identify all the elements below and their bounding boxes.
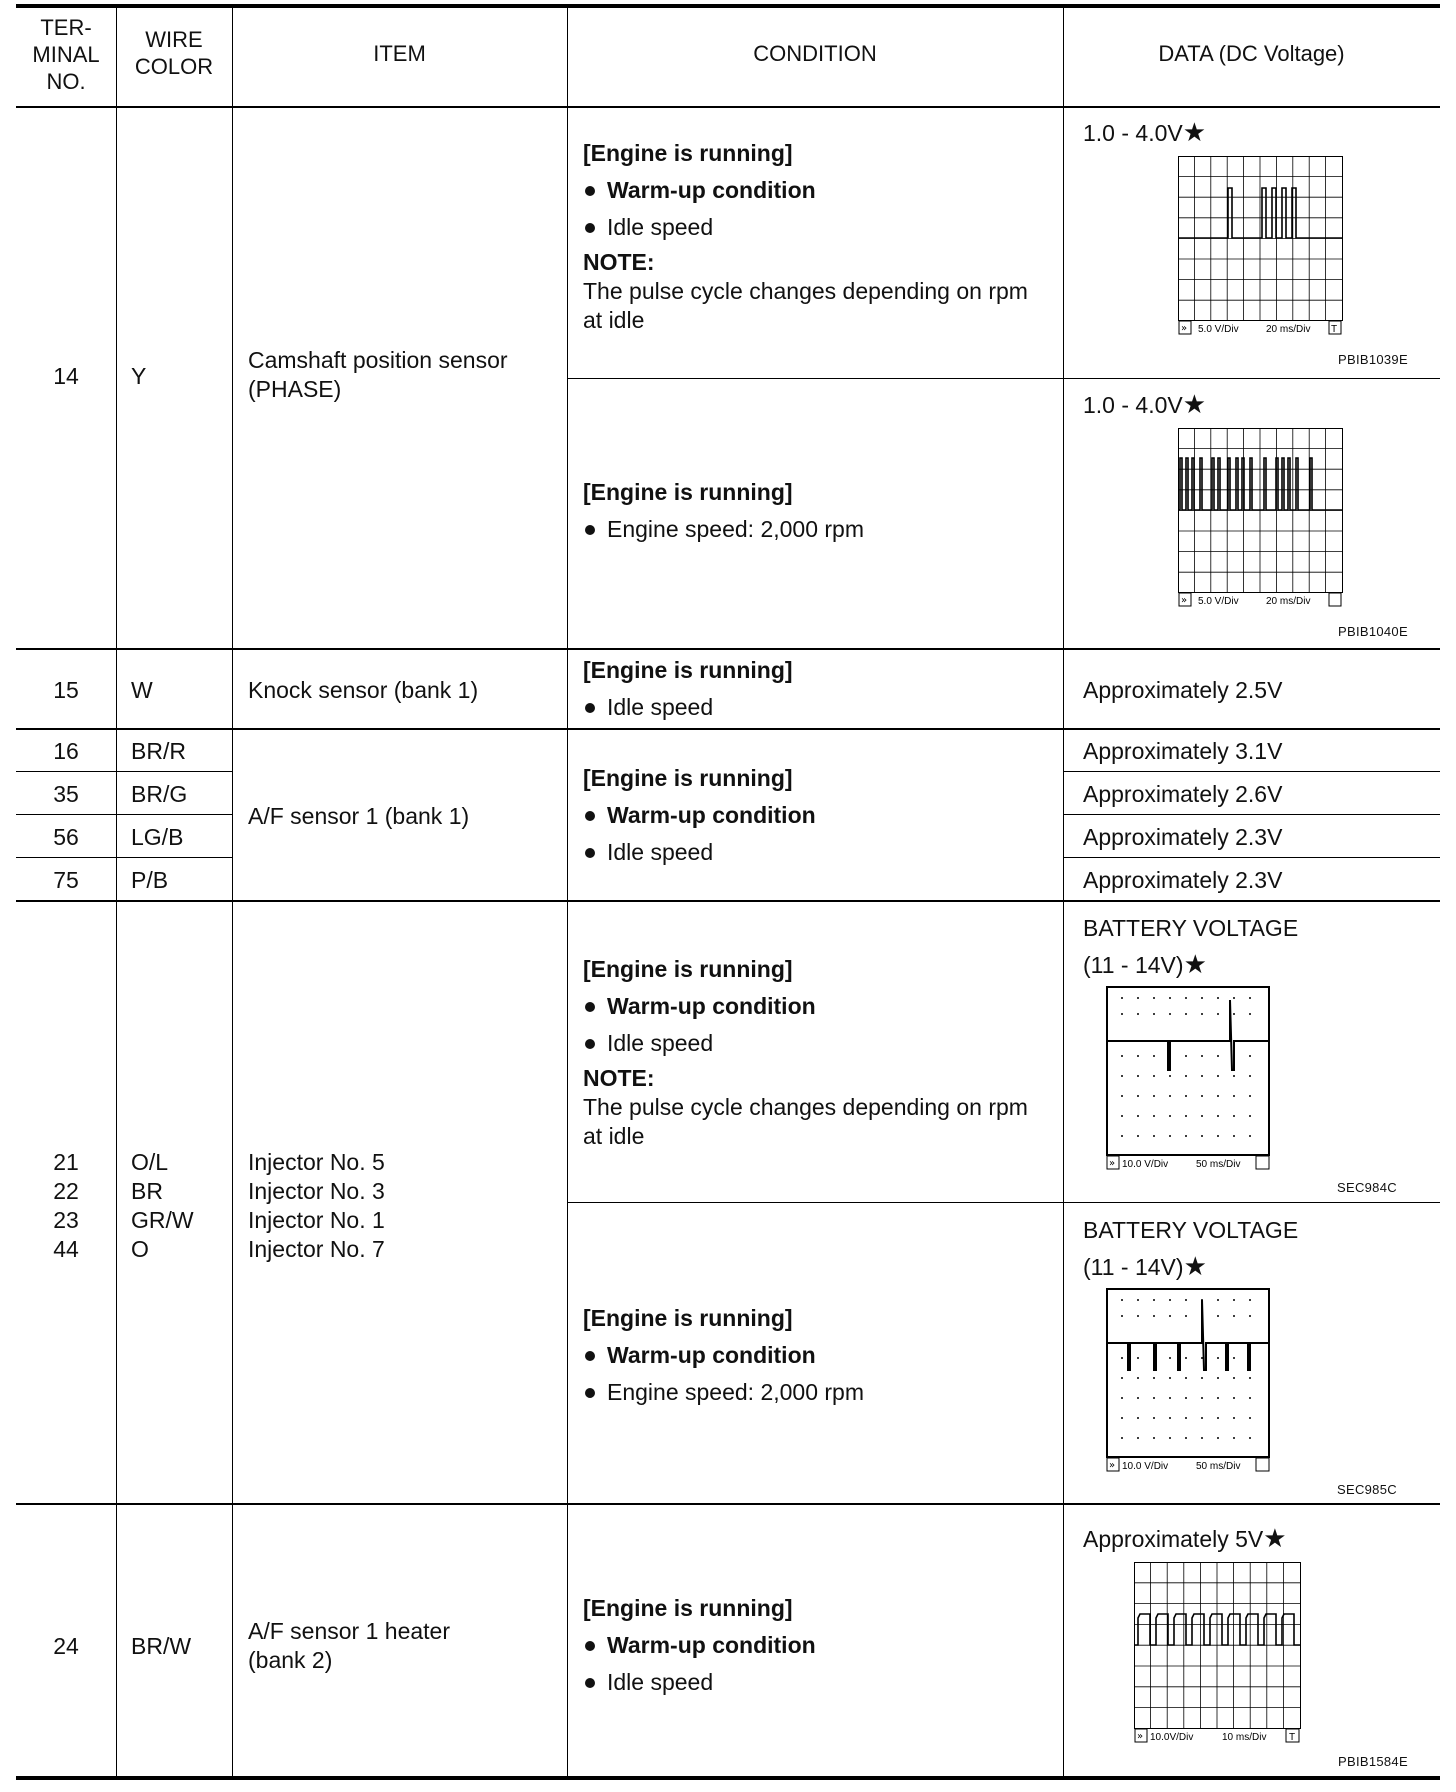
condition-cell xyxy=(583,764,1053,867)
scope-label: 20 ms/Div xyxy=(1266,596,1311,607)
scope-label: 50 ms/Div xyxy=(1196,1461,1241,1472)
header-text: NO. xyxy=(46,69,86,94)
condition-bullet: Warm-up condition xyxy=(583,1341,1053,1370)
rule xyxy=(16,1503,1440,1505)
header-data: DATA (DC Voltage) xyxy=(1158,41,1345,66)
terminal-number: 14 xyxy=(53,363,79,389)
star-icon: ★ xyxy=(1263,1523,1287,1553)
wire-color: Y xyxy=(131,363,147,389)
terminal-number: 16 xyxy=(53,738,79,764)
condition-bullet: Engine speed: 2,000 rpm xyxy=(583,515,1053,544)
wire-color: O xyxy=(131,1236,149,1262)
item-text: (PHASE) xyxy=(248,376,342,402)
figure-code: PBIB1584E xyxy=(1338,1754,1408,1769)
data-text: BATTERY VOLTAGE xyxy=(1083,1217,1299,1243)
data-value xyxy=(1083,910,1298,983)
condition-bullet: Idle speed xyxy=(583,693,1053,722)
table-bottom-rule xyxy=(16,1776,1440,1780)
rule xyxy=(567,1202,1440,1203)
wire-color: BR/W xyxy=(131,1633,192,1659)
star-icon: ★ xyxy=(1183,949,1207,979)
rule xyxy=(16,771,232,772)
svg-text:T: T xyxy=(1331,324,1338,335)
column-rule xyxy=(116,6,117,1777)
data-value: Approximately 3.1V xyxy=(1083,738,1283,764)
column-rule xyxy=(567,6,568,1777)
condition-bullet: Idle speed xyxy=(583,1668,1053,1697)
condition-bullet: Warm-up condition xyxy=(583,801,1053,830)
wire-color: O/L xyxy=(131,1149,169,1175)
scope-label: 10 ms/Div xyxy=(1222,1732,1267,1743)
header-condition: CONDITION xyxy=(753,41,877,66)
header-terminal xyxy=(16,14,116,95)
condition-bullet: Warm-up condition xyxy=(583,1631,1053,1660)
data-value: Approximately 2.5V xyxy=(1083,677,1283,703)
rule xyxy=(16,728,1440,730)
data-value xyxy=(1083,1212,1298,1285)
condition-bullet: Warm-up condition xyxy=(583,176,1053,205)
header-text: WIRE xyxy=(145,27,203,52)
header-text: COLOR xyxy=(134,54,214,79)
terminal-number: 56 xyxy=(53,824,79,850)
scope-label: 5.0 V/Div xyxy=(1198,596,1239,607)
condition-heading: [Engine is running] xyxy=(583,1305,793,1331)
fast-forward-icon: » xyxy=(1109,1460,1116,1471)
header-rule xyxy=(16,106,1440,108)
item-text: Injector No. 7 xyxy=(248,1236,385,1262)
table-top-rule xyxy=(16,4,1440,8)
condition-heading: [Engine is running] xyxy=(583,479,793,505)
note-text: at idle xyxy=(583,307,645,333)
header-text: TER- xyxy=(40,15,92,40)
condition-cell xyxy=(583,955,1053,1151)
condition-heading: [Engine is running] xyxy=(583,765,793,791)
condition-heading: [Engine is running] xyxy=(583,1595,793,1621)
rule xyxy=(16,814,232,815)
fast-forward-icon: » xyxy=(1181,595,1188,606)
wire-color: BR/R xyxy=(131,738,186,764)
figure-code: SEC985C xyxy=(1337,1482,1397,1497)
terminal-list xyxy=(16,1148,116,1264)
terminal-number: 44 xyxy=(53,1236,79,1262)
terminal-number: 75 xyxy=(53,867,79,893)
condition-cell xyxy=(583,1594,1053,1697)
data-text: (11 - 14V) xyxy=(1083,1254,1184,1280)
wire-color: GR/W xyxy=(131,1207,194,1233)
data-value: Approximately 2.3V xyxy=(1083,867,1283,893)
rule xyxy=(16,857,232,858)
data-value: Approximately 2.3V xyxy=(1083,824,1283,850)
data-text: (11 - 14V) xyxy=(1083,952,1184,978)
note-label: NOTE: xyxy=(583,249,655,275)
item-text: Injector No. 5 xyxy=(248,1149,385,1175)
figure-code: SEC984C xyxy=(1337,1180,1397,1195)
note-text: The pulse cycle changes depending on rpm xyxy=(583,1094,1028,1120)
scope-label: 50 ms/Div xyxy=(1196,1159,1241,1170)
condition-cell xyxy=(583,656,1053,722)
fast-forward-icon: » xyxy=(1181,323,1188,334)
wire-color: BR xyxy=(131,1178,163,1204)
condition-heading: [Engine is running] xyxy=(583,657,793,683)
item-cell xyxy=(248,346,558,404)
item-text: Knock sensor (bank 1) xyxy=(248,677,479,703)
condition-bullet: Idle speed xyxy=(583,838,1053,867)
scope-label: 10.0V/Div xyxy=(1150,1732,1194,1743)
rule xyxy=(1063,771,1440,772)
terminal-number: 15 xyxy=(53,677,79,703)
header-wire-color xyxy=(116,26,232,80)
note-text: at idle xyxy=(583,1123,645,1149)
rule xyxy=(16,900,1440,902)
item-text: Injector No. 1 xyxy=(248,1207,385,1233)
data-text: BATTERY VOLTAGE xyxy=(1083,915,1299,941)
condition-cell xyxy=(583,1304,1053,1407)
rule xyxy=(567,378,1440,379)
wire-color: P/B xyxy=(131,867,169,893)
condition-bullet: Engine speed: 2,000 rpm xyxy=(583,1378,1053,1407)
rule xyxy=(1063,814,1440,815)
oscilloscope-waveform xyxy=(1178,156,1344,338)
scope-label: 20 ms/Div xyxy=(1266,324,1311,335)
data-text: 1.0 - 4.0V xyxy=(1083,392,1183,418)
fast-forward-icon: » xyxy=(1137,1731,1144,1742)
terminal-number: 35 xyxy=(53,781,79,807)
data-value: Approximately 2.6V xyxy=(1083,781,1283,807)
item-cell xyxy=(248,1617,450,1675)
data-text: Approximately 5V xyxy=(1083,1526,1264,1552)
oscilloscope-waveform xyxy=(1106,986,1272,1172)
note-text: The pulse cycle changes depending on rpm xyxy=(583,278,1028,304)
star-icon: ★ xyxy=(1182,389,1207,419)
condition-bullet: Idle speed xyxy=(583,1029,1053,1058)
scope-label: 5.0 V/Div xyxy=(1198,324,1239,335)
figure-code: PBIB1039E xyxy=(1338,352,1408,367)
condition-heading: [Engine is running] xyxy=(583,956,793,982)
wire-list xyxy=(131,1148,194,1264)
wire-color: BR/G xyxy=(131,781,188,807)
terminal-number: 24 xyxy=(53,1633,79,1659)
scope-label: 10.0 V/Div xyxy=(1122,1461,1169,1472)
header-item: ITEM xyxy=(373,41,426,66)
rule xyxy=(16,648,1440,650)
condition-bullet: Warm-up condition xyxy=(583,992,1053,1021)
terminal-number: 23 xyxy=(53,1207,79,1233)
fast-forward-icon: » xyxy=(1109,1158,1116,1169)
item-text: A/F sensor 1 (bank 1) xyxy=(248,803,470,829)
item-text: Camshaft position sensor xyxy=(248,347,508,373)
rule xyxy=(1063,857,1440,858)
oscilloscope-waveform xyxy=(1178,428,1344,610)
svg-text:T: T xyxy=(1289,1732,1296,1743)
wire-color: LG/B xyxy=(131,824,184,850)
item-text: A/F sensor 1 heater xyxy=(248,1618,450,1644)
data-value xyxy=(1083,390,1206,420)
item-text: Injector No. 3 xyxy=(248,1178,385,1204)
column-rule xyxy=(232,6,233,1777)
data-value xyxy=(1083,1524,1287,1554)
figure-code: PBIB1040E xyxy=(1338,624,1408,639)
item-list xyxy=(248,1148,385,1264)
condition-cell xyxy=(583,139,1053,335)
data-value xyxy=(1083,118,1206,148)
condition-cell xyxy=(583,478,1053,544)
star-icon: ★ xyxy=(1182,117,1207,147)
scope-label: 10.0 V/Div xyxy=(1122,1159,1169,1170)
condition-bullet: Idle speed xyxy=(583,213,1053,242)
oscilloscope-waveform xyxy=(1134,1562,1302,1744)
star-icon: ★ xyxy=(1183,1251,1207,1281)
oscilloscope-waveform xyxy=(1106,1288,1272,1474)
terminal-number: 21 xyxy=(53,1149,79,1175)
column-rule xyxy=(1063,6,1064,1777)
note-label: NOTE: xyxy=(583,1065,655,1091)
item-text: (bank 2) xyxy=(248,1647,333,1673)
terminal-number: 22 xyxy=(53,1178,79,1204)
header-text: MINAL xyxy=(32,42,100,67)
data-text: 1.0 - 4.0V xyxy=(1083,120,1183,146)
wire-color: W xyxy=(131,677,153,703)
condition-heading: [Engine is running] xyxy=(583,140,793,166)
